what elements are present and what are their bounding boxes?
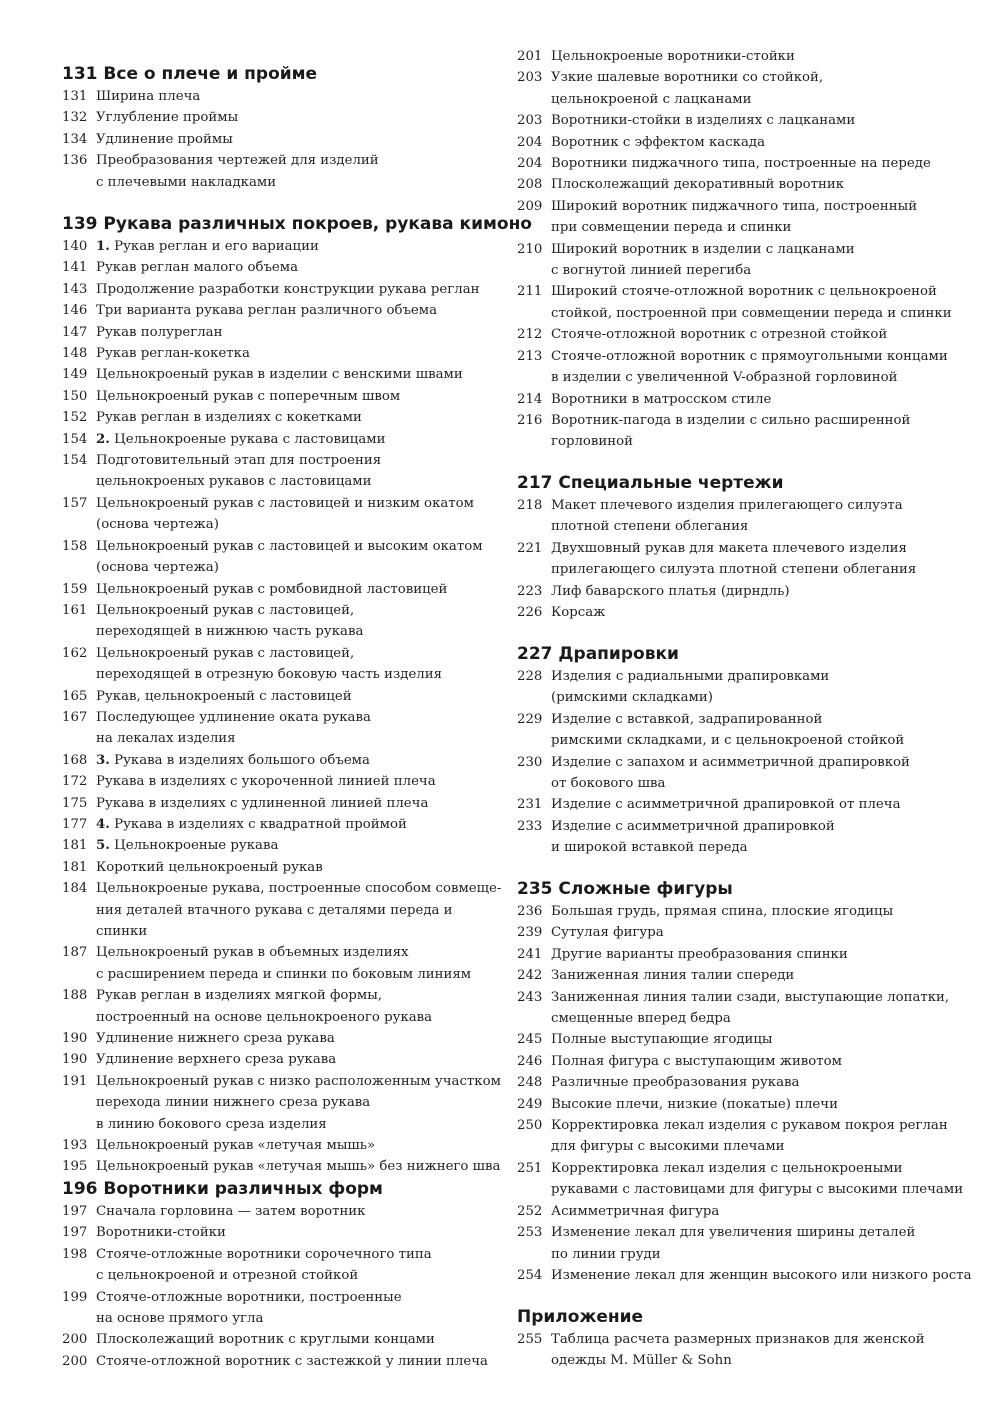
toc-entry [62,814,502,835]
toc-entry [517,67,977,110]
entry-text: Широкий стояче-отложной воротник с цельнокроеной стойкой, построенной при совмещении переда и спинки [551,284,952,321]
entry-page: 254 [517,1267,543,1283]
toc-entry [517,666,977,709]
entry-text: Изделие с запахом и асимметричной драпировкой от бокового шва [551,754,910,792]
entry-text: Корректировка лекал изделия с рукавом покроя реглан для фигуры с высокими плечами [551,1118,948,1155]
entry-page: 201 [517,49,543,64]
entry-page: 231 [517,797,543,813]
toc-entry [62,1287,502,1330]
entry-page: 236 [517,904,543,919]
toc-entry [517,132,977,153]
toc-entry [62,407,502,428]
toc-entry [517,1158,977,1201]
toc-section [517,1305,977,1372]
entry-text: Ширина плеча [96,89,201,104]
entry-page: 190 [62,1031,88,1047]
toc-entry [517,174,977,195]
section-title: 227 Драпировки [517,644,679,664]
entry-page: 140 [62,239,88,254]
entry-text: Углубление проймы [96,110,239,126]
toc-entry [62,1222,502,1243]
entry-text: Узкие шалевые воротники со стойкой, цельнокроеной с лацканами [551,70,824,107]
toc-entry [62,793,502,814]
toc-entry [517,816,977,859]
entry-page: 209 [517,198,543,214]
entry-page: 146 [62,303,88,319]
entry-text: Рукава в изделиях с квадратной проймой [114,816,407,832]
entry-text: Заниженная линия талии сзади, выступающие лопатки, смещенные вперед бедра [551,989,950,1027]
toc-entry [62,857,502,878]
entry-text: Сутулая фигура [551,925,664,941]
entry-page: 199 [62,1289,88,1305]
toc-entry [517,153,977,174]
entry-page: 255 [517,1332,543,1347]
entry-text: Короткий цельнокроеный рукав [96,859,323,875]
entry-page: 212 [517,327,543,343]
entry-page: 214 [517,391,543,407]
toc-entry [517,324,977,345]
entry-text: Стояче-отложной воротник с застежкой у линии плеча [96,1353,488,1369]
entry-page: 165 [62,688,88,704]
toc-entry [517,1265,977,1286]
entry-page: 132 [62,110,88,126]
toc-entry [517,944,977,965]
entry-text: Высокие плечи, низкие (покатые) плечи [551,1096,838,1112]
entry-text: Три варианта рукава реглан различного объема [96,303,438,319]
entry-page: 203 [517,113,543,129]
toc-entry [62,236,502,257]
toc-entry [62,322,502,343]
entry-page: 253 [517,1225,543,1241]
entry-text: Другие варианты преобразования спинки [551,946,848,962]
toc-entry [517,538,977,581]
toc-entry [62,86,502,107]
entry-page: 147 [62,324,88,340]
entry-page: 168 [62,752,88,768]
toc-entry [62,985,502,1028]
toc-entry [62,1351,502,1372]
entry-text: Изделие с асимметричной драпировкой от плеча [551,797,901,813]
toc-entry [517,389,977,410]
entry-text: Изменение лекал для женщин высокого или низкого роста [551,1267,972,1283]
entry-text: Подготовительный этап для построения цельнокроеных рукавов с ластовицами [96,453,382,490]
entry-text: Воротники-стойки в изделиях с лацканами [551,113,856,129]
toc-entry [517,987,977,1030]
toc-entry [62,643,502,686]
entry-text: Заниженная линия талии спереди [551,968,795,984]
entry-page: 157 [62,495,88,511]
entry-page: 187 [62,945,88,961]
toc-entry [517,1094,977,1115]
toc-entry [517,1201,977,1222]
entry-text: Лиф баварского платья (дирндль) [551,583,790,599]
toc-entry [517,346,977,389]
entry-page: 245 [517,1032,543,1048]
entry-text: Широкий воротник пиджачного типа, построенный при совмещении переда и спинки [551,198,918,236]
entry-text: Воротники пиджачного типа, построенные на переде [551,156,931,172]
toc-entry [62,343,502,364]
entry-page: 200 [62,1332,88,1348]
entry-page: 148 [62,346,88,362]
entry-text: Рукав реглан и его вариации [114,239,319,254]
entry-page: 226 [517,605,543,621]
entry-page: 181 [62,859,88,875]
toc-entry [62,1201,502,1222]
entry-page: 197 [62,1225,88,1241]
toc-section [517,877,977,1286]
entry-page: 249 [517,1096,543,1112]
toc-entry [62,750,502,771]
entry-page: 230 [517,754,543,770]
entry-text: Изменение лекал для увеличения ширины деталей по линии груди [551,1225,916,1262]
entry-page: 154 [62,453,88,469]
toc-entry [62,150,502,193]
toc-entry [62,942,502,985]
entry-text: Воротники-стойки [96,1225,226,1241]
entry-number: 4. [96,816,110,832]
entry-text: Рукав реглан малого объема [96,260,299,276]
toc-entry [62,493,502,536]
entry-text: Корсаж [551,605,606,621]
entry-text: Рукав реглан-кокетка [96,346,250,362]
entry-page: 241 [517,946,543,962]
entry-page: 181 [62,838,88,854]
entry-text: Плосколежащий воротник с круглыми концами [96,1332,435,1348]
toc-entry [62,257,502,278]
entry-text: Асимметричная фигура [551,1203,720,1219]
entry-page: 134 [62,131,88,147]
entry-number: 2. [96,431,110,447]
entry-number: 1. [96,239,110,254]
entry-page: 175 [62,795,88,811]
toc-entry [517,1115,977,1158]
entry-text: Преобразования чертежей для изделий с плечевыми накладками [96,153,379,190]
entry-text: Цельнокроеный рукав с ластовицей и низким окатом (основа чертежа) [96,495,475,533]
entry-page: 188 [62,988,88,1004]
entry-text: Стояче-отложной воротник с прямоугольными концами в изделии с увеличенной V-образной горловиной [551,348,948,386]
section-title: 217 Специальные чертежи [517,473,784,493]
entry-page: 162 [62,645,88,661]
entry-text: Воротник-пагода в изделии с сильно расширенной горловиной [551,412,911,450]
entry-text: Рукав, цельнокроеный с ластовицей [96,688,352,704]
entry-text: Изделие с вставкой, задрапированной римскими складками, и с цельнокроеной стойкой [551,711,905,749]
entry-text: Большая грудь, прямая спина, плоские ягодицы [551,904,894,919]
entry-text: Рукав полуреглан [96,324,223,340]
entry-page: 204 [517,134,543,150]
entry-page: 143 [62,281,88,297]
entry-page: 161 [62,602,88,618]
toc-entry [62,386,502,407]
entry-text: Цельнокроеный рукав с ластовицей, переходящей в отрезную боковую часть изделия [96,645,443,683]
entry-page: 233 [517,818,543,834]
entry-page: 195 [62,1159,88,1175]
entry-text: Макет плечевого изделия прилегающего силуэта плотной степени облегания [551,498,903,535]
toc-entry [517,196,977,239]
entry-page: 177 [62,816,88,832]
toc-entry [517,46,977,67]
entry-page: 204 [517,156,543,172]
section-title: 196 Воротники различных форм [62,1179,383,1199]
entry-page: 248 [517,1075,543,1091]
toc-entry [517,901,977,922]
toc-entry [62,1135,502,1156]
entry-text: Цельнокроеный рукав с поперечным швом [96,388,401,404]
entry-text: Цельнокроеные рукава с ластовицами [114,431,386,447]
toc-entry [62,771,502,792]
toc-entry [62,107,502,128]
entry-text: Воротник с эффектом каскада [551,134,765,150]
entry-text: Цельнокроеные рукава, построенные способом совмеще- ния деталей втачного рукава с деталями переда и спинки [96,881,502,939]
section-title: 235 Сложные фигуры [517,879,733,899]
entry-text: Рукава в изделиях с удлиненной линией плеча [96,795,429,811]
entry-page: 221 [517,540,543,556]
entry-text: Различные преобразования рукава [551,1075,800,1091]
entry-text: Цельнокроеный рукав в изделии с венскими швами [96,367,463,383]
entry-text: Рукава в изделиях большого объема [114,752,370,768]
entry-text: Цельнокроеный рукав «летучая мышь» без нижнего шва [96,1159,501,1175]
entry-page: 218 [517,498,543,513]
entry-text: Цельнокроеные рукава [114,838,279,854]
entry-text: Последующее удлинение оката рукава на лекалах изделия [96,709,371,747]
entry-page: 210 [517,241,543,257]
toc-entry [62,450,502,493]
toc-entry [517,110,977,131]
entry-page: 251 [517,1160,543,1176]
toc-entry [517,1222,977,1265]
entry-page: 229 [517,711,543,727]
toc-entry [62,364,502,385]
toc-entry [62,1329,502,1350]
entry-text: Стояче-отложной воротник с отрезной стойкой [551,327,888,343]
toc-entry [517,1329,977,1372]
entry-number: 5. [96,838,110,854]
entry-page: 239 [517,925,543,941]
toc-entry [517,281,977,324]
toc-entry [517,602,977,623]
entry-text: Таблица расчета размерных признаков для женской одежды M. Müller & Sohn [551,1332,925,1369]
section-title: 139 Рукава различных покроев, рукава кимоно [62,214,532,234]
entry-text: Изделия с радиальными драпировками (римскими складками) [551,669,830,706]
toc-entry [517,794,977,815]
entry-text: Корректировка лекал изделия с цельнокроеными рукавами с ластовицами для фигуры с высокими плечами [551,1160,964,1198]
toc-entry [62,878,502,942]
toc-entry [517,410,977,453]
entry-text: Рукава в изделиях с укороченной линией плеча [96,774,436,790]
entry-text: Стояче-отложные воротники сорочечного типа с цельнокроеной и отрезной стойкой [96,1246,432,1284]
entry-page: 150 [62,388,88,404]
entry-page: 242 [517,968,543,984]
toc-entry [517,1051,977,1072]
entry-page: 203 [517,70,543,86]
toc-entry [62,707,502,750]
entry-page: 211 [517,284,543,300]
toc-entry [517,965,977,986]
entry-page: 250 [517,1118,543,1134]
entry-page: 246 [517,1053,543,1069]
entry-page: 228 [517,669,543,684]
entry-text: Двухшовный рукав для макета плечевого изделия прилегающего силуэта плотной степени облегания [551,540,917,578]
toc-entry [62,686,502,707]
toc-entry [62,600,502,643]
entry-page: 131 [62,89,88,104]
section-title: 131 Все о плече и пройме [62,64,318,84]
toc-entry [62,1244,502,1287]
entry-text: Удлинение нижнего среза рукава [96,1031,335,1047]
entry-text: Воротники в матросском стиле [551,391,772,407]
toc-entry [517,709,977,752]
entry-page: 172 [62,774,88,790]
entry-text: Цельнокроеный рукав в объемных изделиях с расширением переда и спинки по боковым линиям [96,945,472,982]
entry-text: Изделие с асимметричной драпировкой и широкой вставкой переда [551,818,835,856]
entry-page: 213 [517,348,543,364]
toc-entry [517,1029,977,1050]
toc-entry [62,129,502,150]
toc-entry [517,1072,977,1093]
entry-page: 158 [62,538,88,554]
entry-text: Цельнокроеный рукав с ластовицей и высоким окатом (основа чертежа) [96,538,483,576]
entry-text: Цельнокроеные воротники-стойки [551,49,795,64]
entry-text: Полные выступающие ягодицы [551,1032,773,1048]
toc-section [517,642,977,859]
entry-page: 200 [62,1353,88,1369]
toc-section [517,471,977,623]
entry-text: Продолжение разработки конструкции рукава реглан [96,281,480,297]
toc-entry [62,1071,502,1135]
toc-entry [62,1049,502,1070]
toc-entry [62,835,502,856]
entry-page: 154 [62,431,88,447]
entry-page: 223 [517,583,543,599]
entry-text: Плосколежащий декоративный воротник [551,177,845,193]
toc-section [517,46,977,453]
toc-section [62,62,502,193]
toc-entry [517,239,977,282]
entry-text: Стояче-отложные воротники, построенные на основе прямого угла [96,1289,402,1327]
toc-entry [517,495,977,538]
entry-text: Удлинение проймы [96,131,233,147]
entry-text: Широкий воротник в изделии с лацканами с вогнутой линией перегиба [551,241,855,279]
toc-entry [62,536,502,579]
entry-page: 191 [62,1073,88,1089]
toc-entry [62,429,502,450]
entry-number: 3. [96,752,110,768]
entry-text: Сначала горловина — затем воротник [96,1204,366,1219]
entry-page: 141 [62,260,88,276]
entry-page: 208 [517,177,543,193]
entry-text: Полная фигура с выступающим животом [551,1053,842,1069]
entry-page: 167 [62,709,88,725]
entry-page: 216 [517,412,543,428]
toc-section [62,1177,502,1372]
toc-entry [62,300,502,321]
entry-text: Цельнокроеный рукав с ластовицей, переходящей в нижнюю часть рукава [96,602,364,640]
entry-page: 252 [517,1203,543,1219]
entry-text: Рукав реглан в изделиях с кокетками [96,410,362,426]
toc-entry [517,922,977,943]
toc-entry [62,279,502,300]
toc-entry [517,752,977,795]
entry-text: Рукав реглан в изделиях мягкой формы, построенный на основе цельнокроеного рукава [96,988,433,1025]
section-title: Приложение [517,1307,644,1327]
entry-page: 152 [62,410,88,426]
toc-entry [517,581,977,602]
entry-page: 184 [62,881,88,897]
entry-text: Цельнокроеный рукав с низко расположенным участком перехода линии нижнего среза рукава в линию бокового среза изделия [96,1073,501,1132]
entry-page: 149 [62,367,88,383]
toc-entry [62,579,502,600]
entry-page: 190 [62,1052,88,1068]
entry-text: Цельнокроеный рукав «летучая мышь» [96,1138,376,1154]
entry-text: Удлинение верхнего среза рукава [96,1052,337,1068]
entry-text: Цельнокроеный рукав с ромбовидной ластовицей [96,581,448,597]
entry-page: 243 [517,989,543,1005]
entry-page: 193 [62,1138,88,1154]
entry-page: 197 [62,1204,88,1219]
entry-page: 136 [62,153,88,169]
toc-entry [62,1028,502,1049]
entry-page: 198 [62,1246,88,1262]
toc-entry [62,1156,502,1177]
entry-page: 159 [62,581,88,597]
